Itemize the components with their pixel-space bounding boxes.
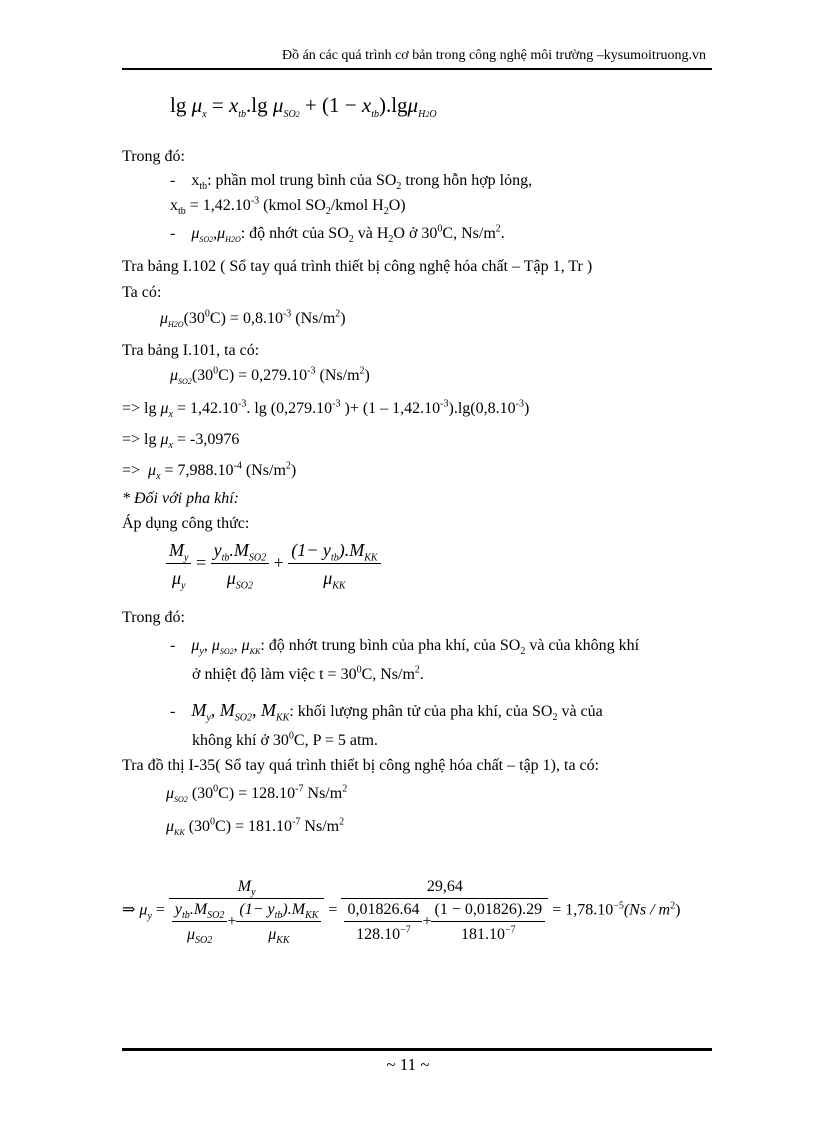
calc-line-3: => $\mu_x = 7,988.10^{-4}$ $(Ns/m^2)$ [122, 460, 297, 483]
page-header: Đồ án các quá trình cơ bản trong công nghệ môi trường –kysumoitruong.vn [281, 48, 706, 63]
bullet-gas-M-cont: không khí ở $30^0C$, P = 5 atm. [192, 730, 378, 749]
equation-lg-mu-x: $\lg \mu_x = x_{tb}.\lg$ $\mu_{SO2} + (1 - x_{tb}).\lg\mu_{H2O}$ [170, 93, 437, 121]
calc-line-2: => $\lg \mu_x = -3,0976$ [122, 431, 240, 452]
footer-rule [122, 1048, 712, 1051]
bullet-gas-mu: - $\mu_y$, $\mu_{SO2}$, $\mu_{KK}$: độ nhớt trung bình của pha khí, của $SO_2$ và của không khí [170, 637, 640, 658]
header-rule [122, 68, 712, 70]
bullet-gas-M: - $M_y$, $M_{SO2}$, $M_{KK}$: khối lượng phân tử của pha khí, của $SO_2$ và của [170, 700, 603, 724]
mu-kk-value: $\mu_{KK}$ $(30^0C) = 181.10^{-7}$ $Ns/m^2$ [166, 816, 345, 838]
tra-do-thi: Tra đồ thị I-35( Sổ tay quá trình thiết bị công nghệ hóa chất – tập 1), ta có: [122, 757, 600, 774]
tra-bang-101: Tra bảng I.101, ta có: [122, 342, 260, 359]
mu-so2-gas-value: $\mu_{SO2}$ $(30^0C) = 128.10^{-7}$ $Ns/m^2$ [166, 783, 348, 805]
bullet-mu-desc: - $\mu_{SO2},\mu_{H2O}$: độ nhớt của $SO_2$ và $H_2O$ ở $30^0C$, $Ns/m^2$. [170, 223, 505, 246]
bullet-xtb-desc: - $x_{tb}$: phần mol trung bình của $SO_2$ trong hỗn hợp lỏng, [170, 172, 533, 193]
trong-do-label-2: Trong đó: [122, 609, 185, 626]
xtb-value: $x_{tb} = 1,42.10^{-3}$ (kmol $SO_2$/kmol $H_2O$) [170, 195, 406, 218]
final-viscosity-equation: ⇒ $\mu_y$ = $M_y$ $\frac{y_{tb}.M_{SO2}}{\mu_{SO2}}$ + $\frac{(1- y_{tb}).M_{KK}}{\mu_{KK}}$ = 29,64 $\frac{0,01826.64}{128.10^{-7}}$ + $\frac{(1 - 0,01826).29}{181.10^{-7}}$ = $1,78.10^{-5}(Ns / m^2)$ [122, 878, 681, 947]
gas-viscosity-formula: $\frac{M_y}{\mu_y}$ = $\frac{y_{tb}.M_{SO2}}{\mu_{SO2}}$ + $\frac{(1- y_{tb}).M_{KK}}{\mu_{KK}}$ [166, 540, 381, 589]
gas-phase-heading: * Đối với pha khí: [122, 490, 239, 507]
mu-h2o-value: $\mu_{H2O}(30^0C) = 0,8.10^{-3}$ $(Ns/m^2)$ [160, 308, 346, 330]
ta-co: Ta có: [122, 284, 162, 301]
tra-bang-102: Tra bảng I.102 ( Sổ tay quá trình thiết bị công nghệ hóa chất – Tập 1, Tr ) [122, 258, 593, 275]
bullet-gas-mu-cont: ở nhiệt độ làm việc $t = 30^0C$, $Ns/m^2$. [192, 664, 424, 683]
trong-do-label: Trong đó: [122, 148, 185, 165]
mu-so2-value: $\mu_{SO2}(30^0C) = 0,279.10^{-3}$ $(Ns/m^2)$ [170, 365, 370, 387]
calc-line-1: => $\lg \mu_x = 1,42.10^{-3}$. $\lg (0,279.10^{-3}$ )+ $(1 - 1,42.10^{-3}).\lg(0,8.10^{-3})$ [122, 398, 530, 421]
page-number: ~ 11 ~ [386, 1055, 430, 1074]
ap-dung-label: Áp dụng công thức: [122, 515, 250, 532]
